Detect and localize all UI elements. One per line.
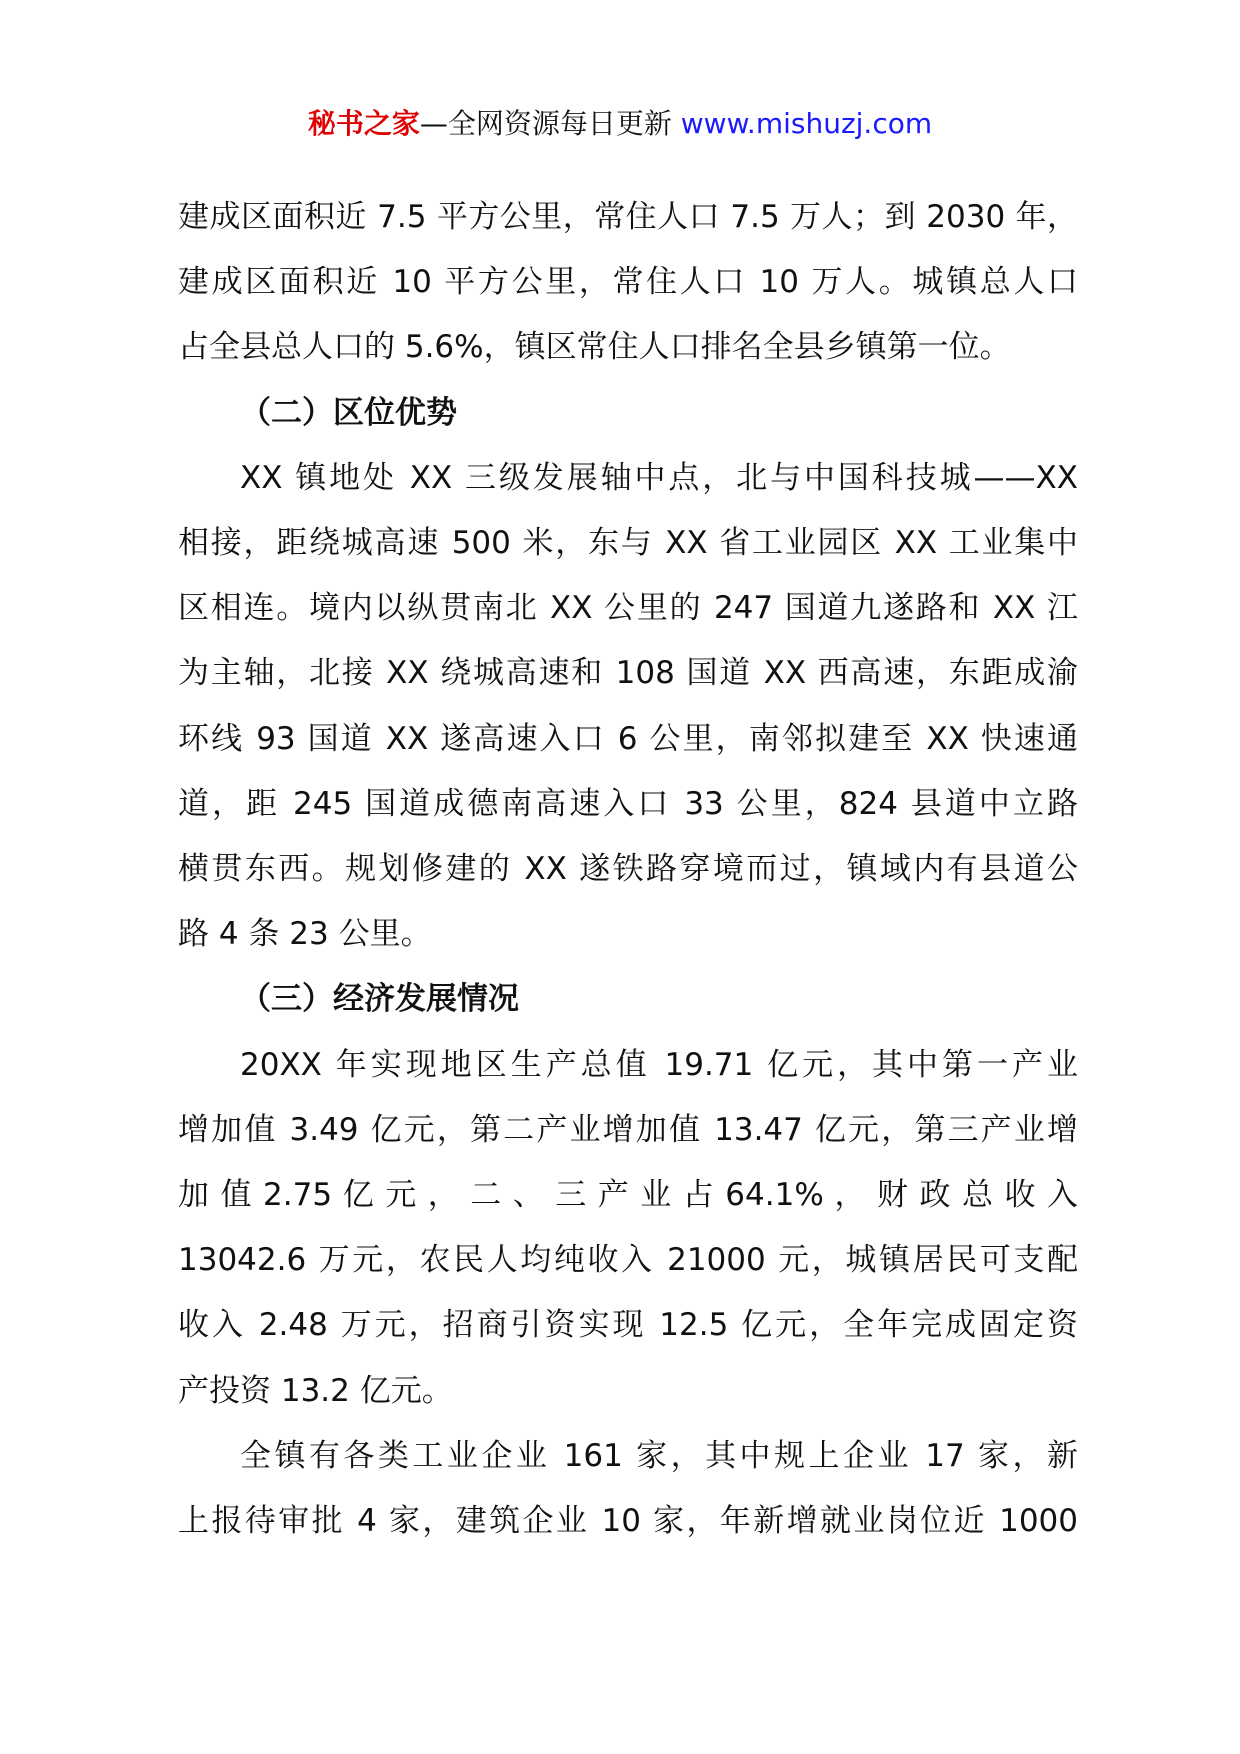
document-body — [178, 185, 1078, 1554]
paragraph-location — [178, 446, 1078, 968]
paragraph-population — [178, 185, 1078, 381]
text-line: 13042.6 万元，农民人均纯收入 21000 元，城镇居民可支配 — [178, 1242, 1078, 1279]
text-line: 建成区面积近 10 平方公里，常住人口 10 万人。城镇总人口 — [178, 264, 1078, 301]
text-line: 道，距 245 国道成德南高速入口 33 公里，824 县道中立路 — [178, 785, 1078, 822]
text-line: 为主轴，北接 XX 绕城高速和 108 国道 XX 西高速，东距成渝 — [178, 655, 1078, 692]
site-brand: 秘书之家 — [307, 107, 420, 140]
text-line: 增加值 3.49 亿元，第二产业增加值 13.47 亿元，第三产业增 — [178, 1111, 1078, 1148]
text-line: 加 值 2.75 亿 元 ， 二 、 三 产 业 占 64.1% ， 财 政 总 收 入 — [178, 1177, 1078, 1214]
text-line: 区相连。境内以纵贯南北 XX 公里的 247 国道九遂路和 XX 江 — [178, 590, 1078, 627]
text-line: 相接，距绕城高速 500 米，东与 XX 省工业园区 XX 工业集中 — [178, 525, 1078, 562]
text-line: 产投资 13.2 亿元。 — [178, 1372, 453, 1409]
text-line: 占全县总人口的 5.6%，镇区常住人口排名全县乡镇第一位。 — [178, 329, 1011, 366]
text-line: 横贯东西。规划修建的 XX 遂铁路穿境而过，镇域内有县道公 — [178, 851, 1078, 888]
site-url-link[interactable]: www.mishuzj.com — [680, 107, 933, 140]
text-line: XX 镇地处 XX 三级发展轴中点，北与中国科技城——XX — [240, 459, 1078, 496]
paragraph-enterprises — [178, 1424, 1078, 1554]
text-line: 20XX 年实现地区生产总值 19.71 亿元，其中第一产业 — [240, 1046, 1078, 1083]
text-line: 收入 2.48 万元，招商引资实现 12.5 亿元，全年完成固定资 — [178, 1307, 1078, 1344]
text-line: 环线 93 国道 XX 遂高速入口 6 公里，南邻拟建至 XX 快速通 — [178, 720, 1078, 757]
text-line: 全镇有各类工业企业 161 家，其中规上企业 17 家，新 — [240, 1437, 1078, 1474]
text-line: 上报待审批 4 家，建筑企业 10 家，年新增就业岗位近 1000 — [178, 1503, 1078, 1540]
text-line: 建成区面积近 7.5 平方公里，常住人口 7.5 万人；到 2030 年， — [178, 199, 1078, 235]
page-header — [0, 104, 1240, 144]
section-heading-location: （二）区位优势 — [240, 394, 457, 431]
section-heading-economy: （三）经济发展情况 — [240, 981, 519, 1018]
text-line: 路 4 条 23 公里。 — [178, 916, 432, 953]
site-tagline: —全网资源每日更新 — [419, 107, 681, 140]
paragraph-economy — [178, 1033, 1078, 1424]
